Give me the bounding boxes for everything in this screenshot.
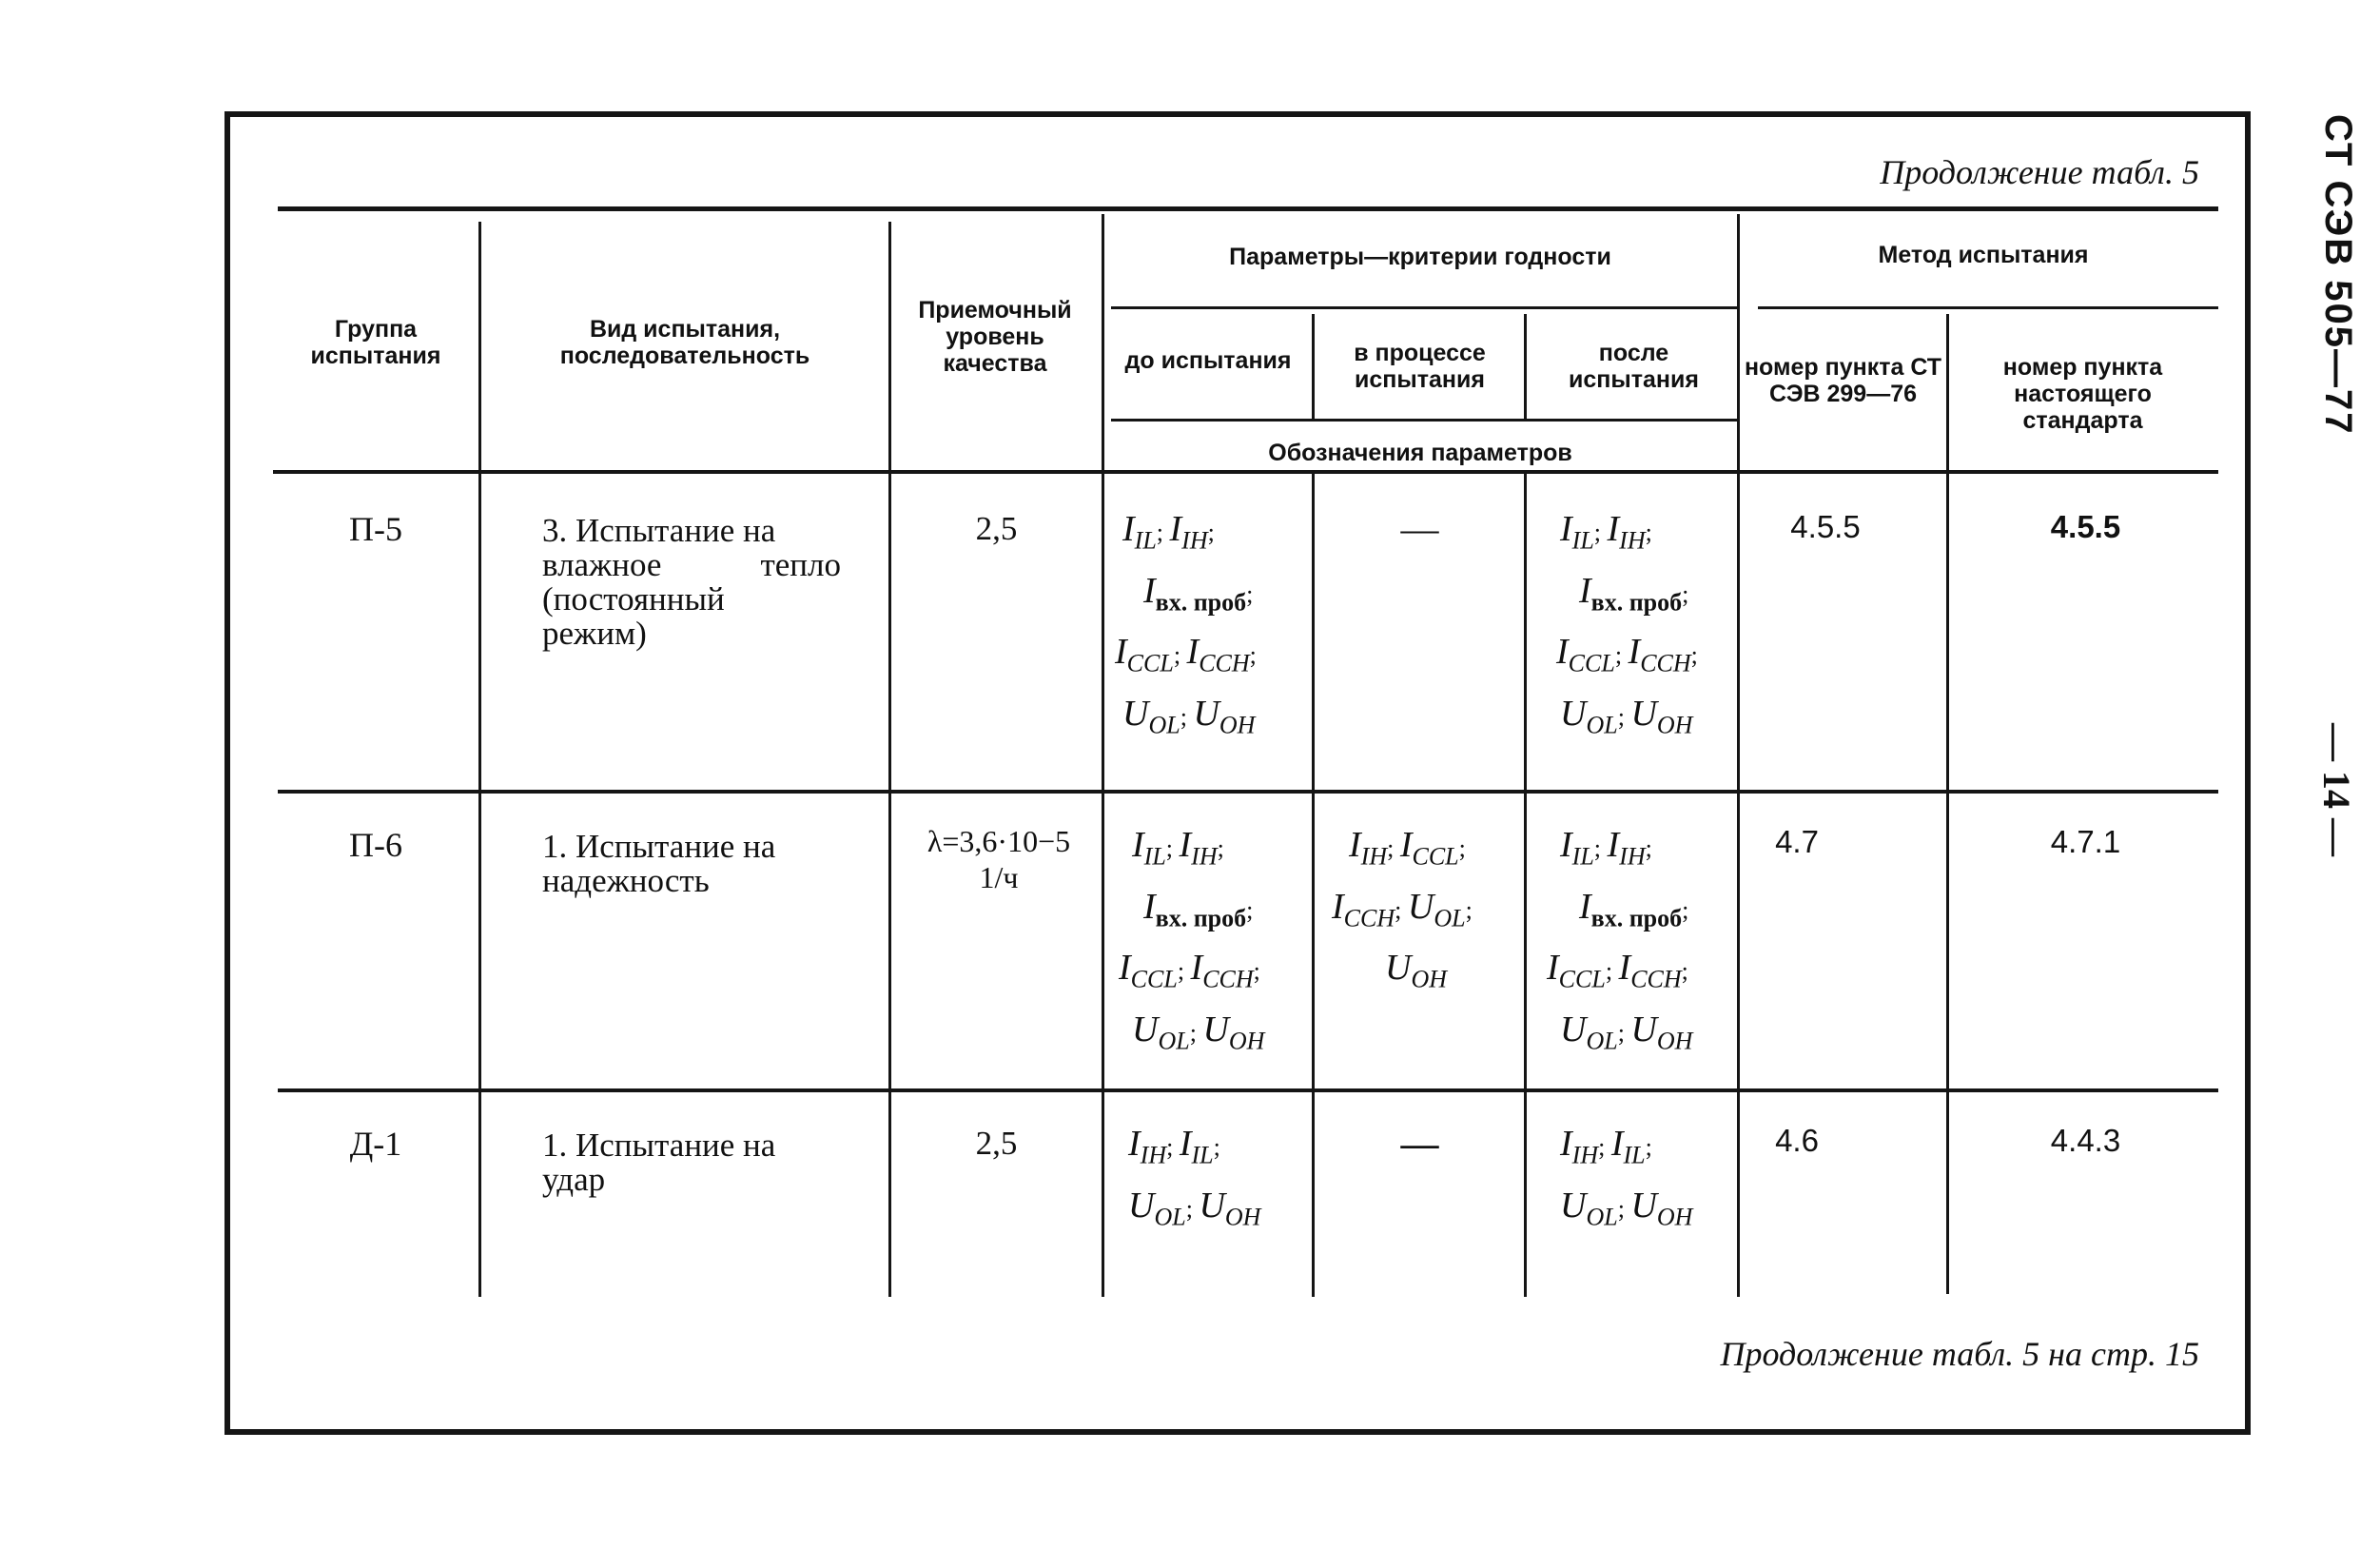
header-test-type: Вид испытания, последовательность — [559, 316, 810, 369]
row2-test-line1: 1. Испытание на — [542, 828, 776, 865]
row3-aql: 2,5 — [975, 1125, 1018, 1162]
col-rule-6 — [1737, 214, 1740, 1297]
col-rule-4 — [1312, 314, 1315, 419]
subheader-rule — [1111, 419, 1739, 422]
header-this-clause: номер пункта настоящего стандарта — [2002, 354, 2163, 434]
row1-test-line1: 3. Испытание на — [542, 512, 776, 549]
header-group: Группа испытания — [310, 316, 441, 369]
row3-cmea-clause: 4.6 — [1775, 1123, 1819, 1158]
row2-cmea-clause: 4.7 — [1775, 824, 1819, 859]
header-acceptance: Приемочный уровень качества — [918, 297, 1072, 377]
row3-during-dash: — — [1400, 1122, 1439, 1165]
col-rule-2 — [888, 222, 891, 1297]
row2-before-params: $I_{IL}$; $I_{IH}$; $I_{вх. проб}$; $I_{CCL}$; $I_{CCH}$; $U_{OL}$; $U_{OH}$ — [1119, 825, 1265, 1055]
row1-before-params: $I_{IL}$; $I_{IH}$; $I_{вх. проб}$; $I_{CCL}$; $I_{CCH}$; $U_{OL}$; $U_{OH}$ — [1115, 509, 1257, 739]
row3-std-clause: 4.4.3 — [2050, 1123, 2121, 1158]
col-rule-7 — [1946, 314, 1949, 1294]
side-standard: СТ СЭВ 505—77 — [2317, 114, 2359, 436]
method-rule — [1758, 306, 2218, 309]
row2-aql: λ=3,6·10−5 — [927, 824, 1071, 858]
frame-bottom — [228, 1429, 2251, 1435]
row1-std-clause: 4.5.5 — [2050, 509, 2121, 544]
row3-test-line2: удар — [542, 1161, 606, 1198]
row2-std-clause: 4.7.1 — [2050, 824, 2121, 859]
side-page-number: — 14 — — [2315, 723, 2358, 856]
row3-before-params: $I_{IH}$; $I_{IL}$; $U_{OL}$; $U_{OH}$ — [1128, 1124, 1261, 1231]
row2-during-params: $I_{IH}$; $I_{CCL}$; $I_{CCH}$; $U_{OL}$; $U_{OH}$ — [1332, 825, 1473, 993]
row1-aql: 2,5 — [975, 510, 1018, 547]
header-criteria: Параметры—критерии годности — [1229, 244, 1611, 270]
col-rule-5 — [1524, 314, 1527, 419]
continuation-top: Продолжение табл. 5 — [1880, 153, 2199, 191]
row3-group: Д-1 — [349, 1125, 402, 1163]
header-bottom-rule — [273, 470, 2218, 474]
row3-test-line1: 1. Испытание на — [542, 1127, 776, 1164]
header-during: в процессе испытания — [1354, 340, 1486, 393]
row1-test-line3: (постоянный — [542, 580, 725, 618]
header-designations: Обозначения параметров — [1268, 440, 1572, 466]
row1-test-line4: режим) — [542, 615, 647, 652]
continuation-bottom: Продолжение табл. 5 на стр. 15 — [1720, 1335, 2199, 1373]
col-rule-1 — [478, 222, 481, 1297]
row1-group: П-5 — [349, 510, 402, 548]
frame-top — [226, 111, 2251, 117]
row2-after-params: $I_{IL}$; $I_{IH}$; $I_{вх. проб}$; $I_{CCL}$; $I_{CCH}$; $U_{OL}$; $U_{OH}$ — [1547, 825, 1693, 1055]
row1-test-line2: влажное тепло — [542, 546, 841, 583]
header-after: после испытания — [1569, 340, 1699, 393]
row1-after-params: $I_{IL}$; $I_{IH}$; $I_{вх. проб}$; $I_{CCL}$; $I_{CCH}$; $U_{OL}$; $U_{OH}$ — [1556, 509, 1698, 739]
row2-aql-unit: 1/ч — [979, 860, 1019, 894]
col-rule-3 — [1102, 214, 1104, 1297]
row3-after-params: $I_{IH}$; $I_{IL}$; $U_{OL}$; $U_{OH}$ — [1560, 1124, 1693, 1231]
header-cmea-clause: номер пункта СТ СЭВ 299—76 — [1744, 354, 1942, 407]
row2-group: П-6 — [349, 826, 402, 864]
row2-bottom-rule — [278, 1088, 2218, 1092]
header-method: Метод испытания — [1878, 242, 2089, 268]
col-rule-4b — [1312, 474, 1315, 1297]
criteria-rule — [1111, 306, 1739, 309]
header-before: до испытания — [1124, 347, 1292, 374]
col-rule-5b — [1524, 474, 1527, 1297]
row1-bottom-rule — [278, 790, 2218, 794]
frame-left — [224, 111, 230, 1435]
frame-right — [2245, 111, 2251, 1435]
row1-cmea-clause: 4.5.5 — [1790, 509, 1861, 544]
row2-test-line2: надежность — [542, 862, 710, 899]
row1-during-dash: — — [1400, 507, 1439, 550]
table-top-rule — [278, 206, 2218, 211]
